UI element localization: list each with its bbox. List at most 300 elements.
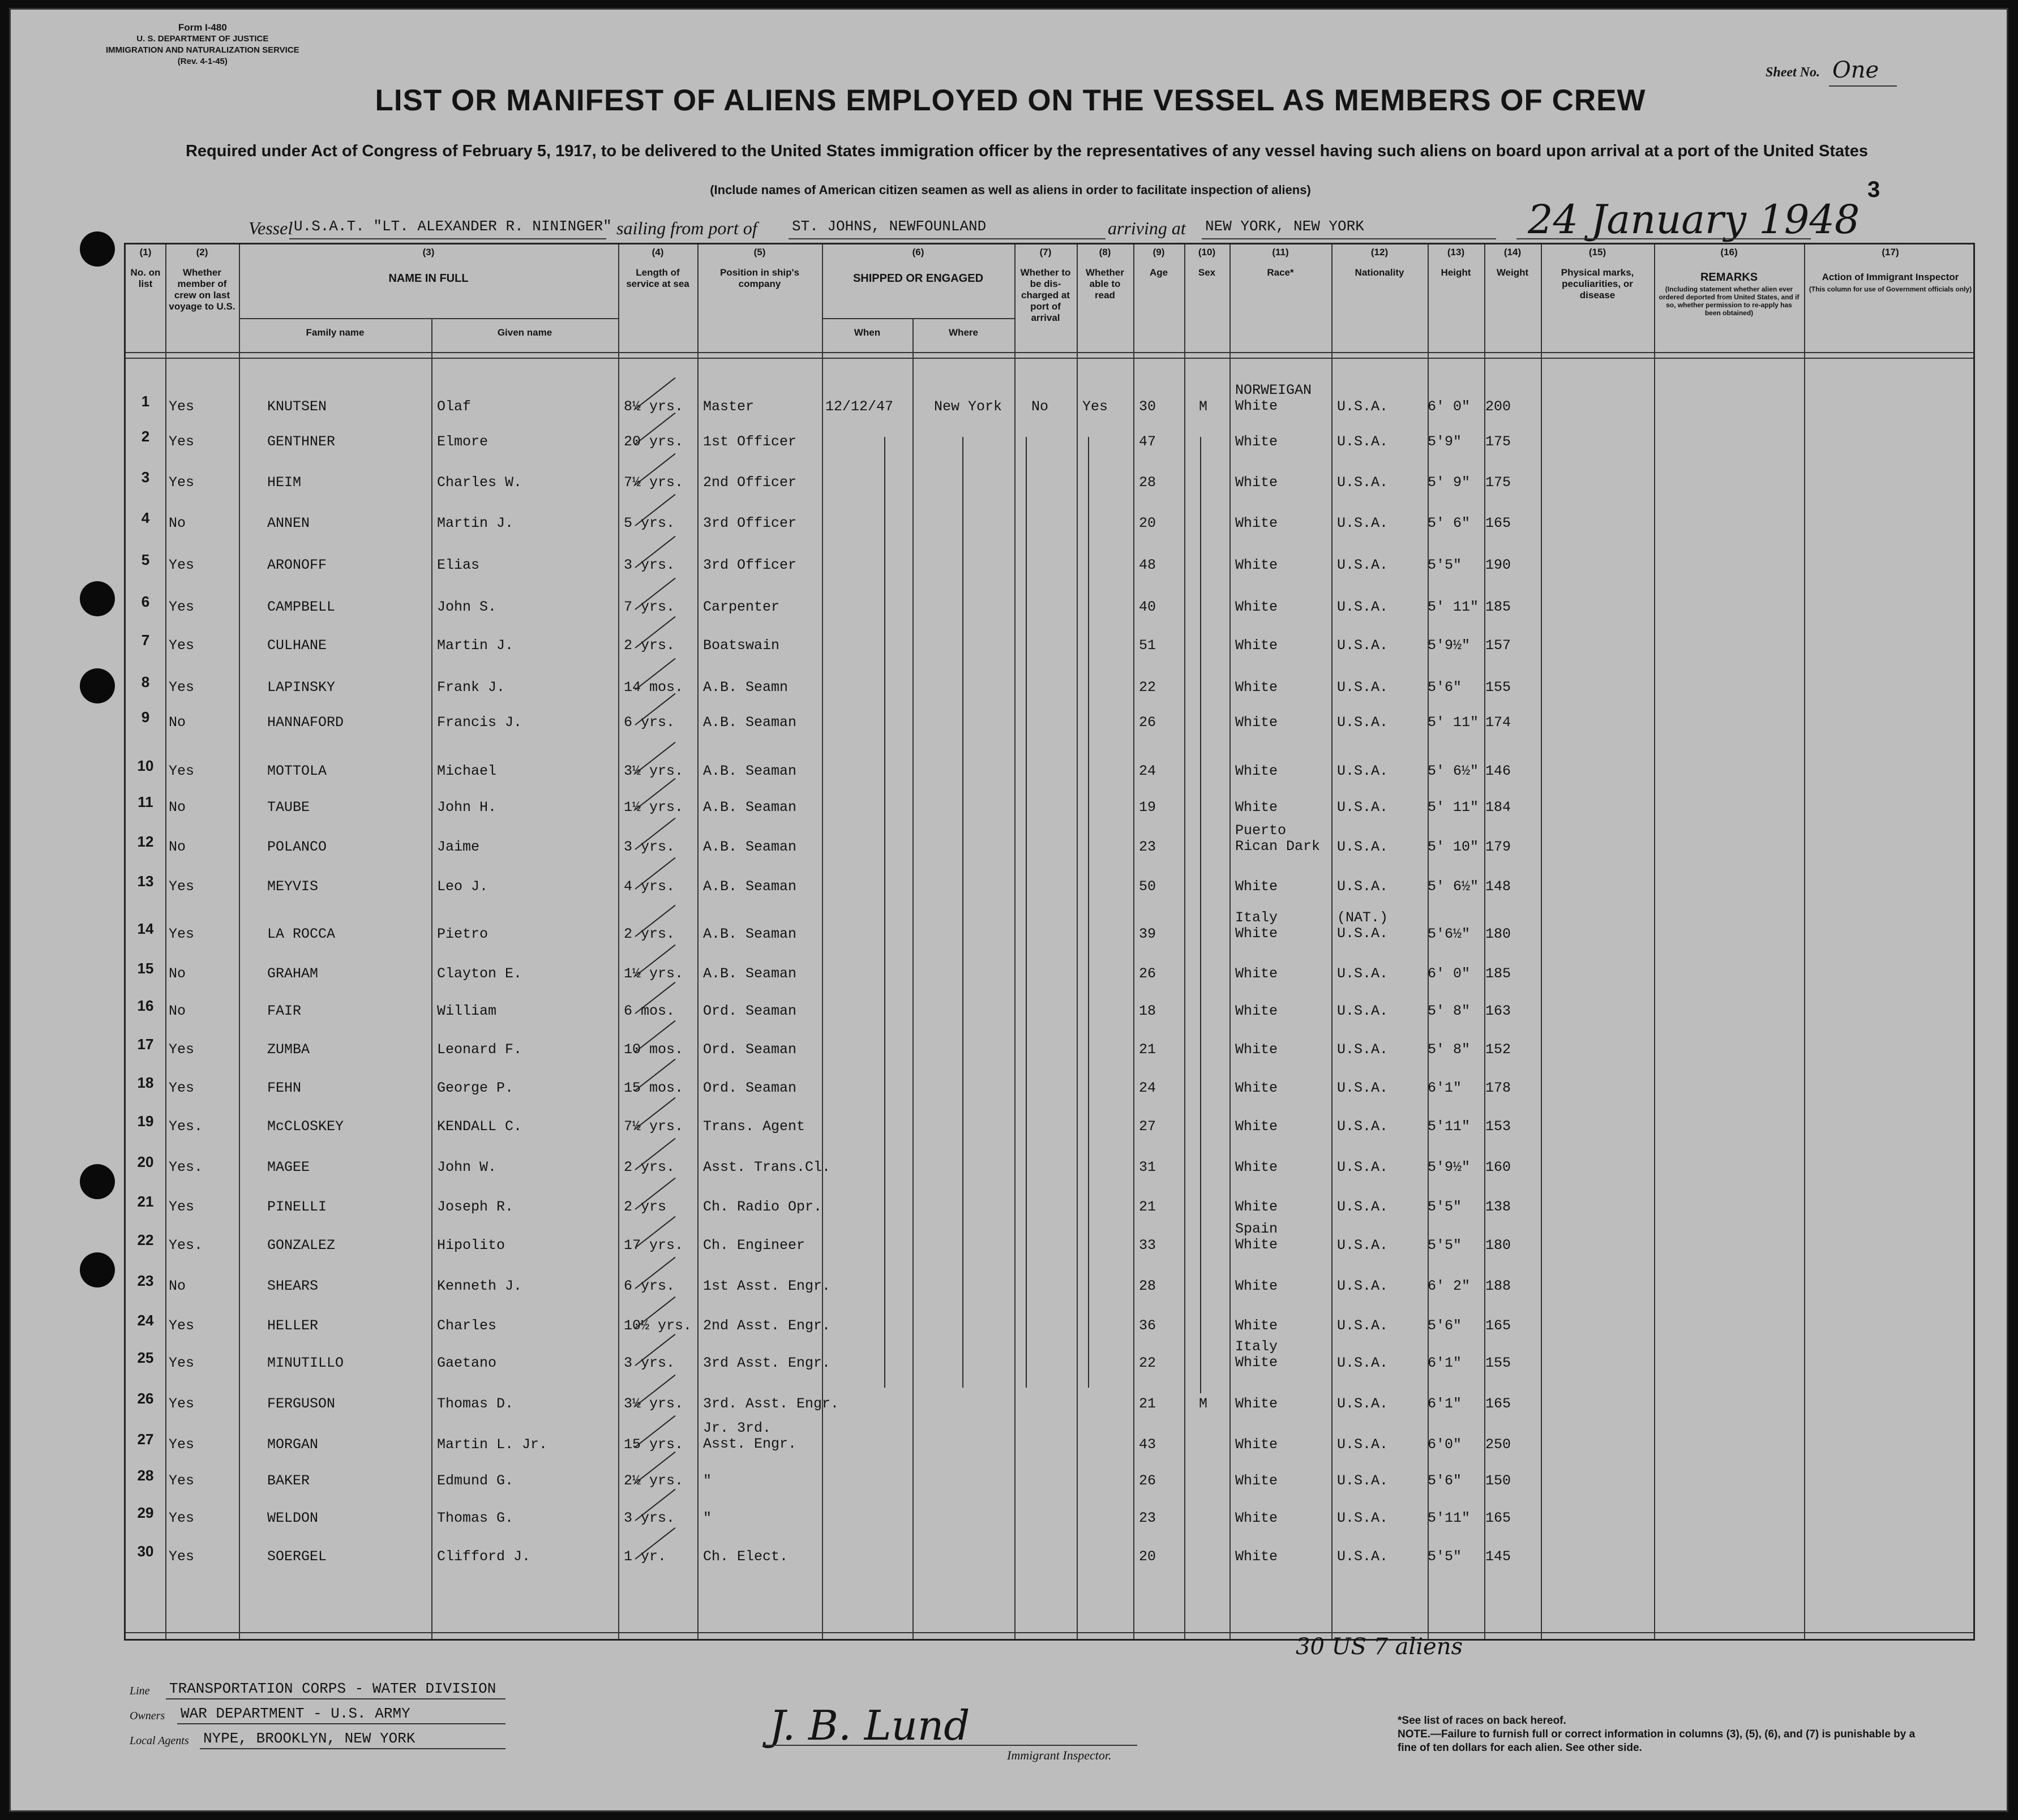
ditto-line — [1088, 437, 1089, 1388]
cell-weight: 175 — [1485, 433, 1511, 450]
cell-race: White — [1235, 1118, 1278, 1135]
cell-given: Leonard F. — [437, 1041, 522, 1058]
agents-value: NYPE, BROOKLYN, NEW YORK — [203, 1730, 415, 1747]
cell-weight: 155 — [1485, 1355, 1511, 1371]
cell-weight: 157 — [1485, 637, 1511, 654]
cell-weight: 163 — [1485, 1003, 1511, 1019]
ditto-line — [962, 437, 963, 1388]
cell-height: 6'0" — [1428, 1436, 1462, 1453]
cell-no: 2 — [141, 428, 150, 445]
cell-age: 21 — [1139, 1041, 1156, 1058]
cell-weight: 185 — [1485, 965, 1511, 982]
cell-position: 3rd Officer — [703, 557, 797, 573]
cell-nat: U.S.A. — [1337, 1118, 1389, 1135]
cell-service: 6 yrs. — [624, 714, 675, 731]
cell-height: 5' 9" — [1428, 474, 1471, 491]
cell-weight: 185 — [1485, 599, 1511, 615]
cell-last: Yes — [169, 1510, 195, 1526]
grid-line — [618, 244, 619, 1639]
cell-no: 3 — [141, 469, 150, 486]
cell-service: 1 yr. — [624, 1548, 667, 1565]
cell-given: Martin J. — [437, 515, 514, 531]
cell-weight: 250 — [1485, 1436, 1511, 1453]
owners-label: Owners — [130, 1710, 165, 1722]
cell-no: 8 — [141, 673, 150, 690]
cell-read: Yes — [1082, 398, 1108, 415]
cell-age: 40 — [1139, 599, 1156, 615]
cell-age: 27 — [1139, 1118, 1156, 1135]
cell-family: MAGEE — [267, 1159, 310, 1175]
corner-number: 3 — [1867, 177, 1880, 202]
column-number: (6) — [912, 247, 924, 257]
cell-last: No — [169, 1278, 186, 1294]
cell-nat: U.S.A. — [1337, 878, 1389, 895]
cell-race: White — [1235, 474, 1278, 491]
cell-nat: U.S.A. — [1337, 799, 1389, 815]
cell-family: WELDON — [267, 1510, 319, 1526]
sailing-label: sailing from port of — [616, 218, 757, 238]
owners-value: WAR DEPARTMENT - U.S. ARMY — [181, 1705, 410, 1722]
cell-last: Yes — [169, 1436, 195, 1453]
cell-family: POLANCO — [267, 839, 327, 855]
grid-line — [1804, 244, 1805, 1639]
cell-height: 5' 11" — [1428, 714, 1479, 731]
column-subheader: When — [854, 327, 881, 338]
cell-last: Yes. — [169, 1237, 203, 1254]
cell-age: 28 — [1139, 474, 1156, 491]
cell-nat: U.S.A. — [1337, 679, 1389, 696]
cell-weight: 179 — [1485, 839, 1511, 855]
cell-given: Francis J. — [437, 714, 522, 731]
cell-height: 5' 8" — [1428, 1041, 1471, 1058]
cell-race: White — [1235, 1003, 1278, 1019]
cell-last: No — [169, 515, 186, 531]
cell-family: GONZALEZ — [267, 1237, 336, 1254]
cell-last: Yes — [169, 474, 195, 491]
cell-weight: 180 — [1485, 1237, 1511, 1254]
cell-last: Yes — [169, 599, 195, 615]
cell-no: 26 — [137, 1390, 154, 1407]
cell-position: A.B. Seaman — [703, 839, 797, 855]
grid-line — [239, 318, 618, 319]
cell-last: Yes — [169, 763, 195, 779]
form-revision: (Rev. 4-1-45) — [177, 57, 228, 66]
cell-family: CULHANE — [267, 637, 327, 654]
cell-age: 20 — [1139, 1548, 1156, 1565]
cell-nat: U.S.A. — [1337, 1396, 1389, 1412]
races-note: *See list of races on back hereof. — [1398, 1715, 1566, 1727]
cell-race: Spain White — [1235, 1221, 1278, 1253]
cell-age: 26 — [1139, 1473, 1156, 1489]
cell-weight: 152 — [1485, 1041, 1511, 1058]
column-header: Position in ship's company — [719, 267, 800, 289]
cell-weight: 174 — [1485, 714, 1511, 731]
cell-given: Thomas D. — [437, 1396, 514, 1412]
crew-table — [124, 243, 1975, 1641]
column-number: (11) — [1272, 247, 1289, 257]
cell-no: 19 — [137, 1113, 154, 1130]
cell-no: 9 — [141, 709, 150, 726]
vessel-label: Vessel — [248, 218, 293, 238]
cell-no: 25 — [137, 1349, 154, 1366]
column-header: Height — [1441, 267, 1471, 278]
cell-weight: 190 — [1485, 557, 1511, 573]
cell-race: White — [1235, 679, 1278, 696]
cell-position: " — [703, 1473, 712, 1489]
cell-race: White — [1235, 1473, 1278, 1489]
agents-label: Local Agents — [130, 1735, 189, 1747]
cell-height: 5'11" — [1428, 1510, 1471, 1526]
cell-service: 2½ yrs. — [624, 1473, 684, 1489]
grid-line — [697, 244, 699, 1639]
cell-service: 17 yrs. — [624, 1237, 684, 1254]
cell-weight: 178 — [1485, 1080, 1511, 1096]
cell-height: 5'6" — [1428, 679, 1462, 696]
cell-no: 1 — [141, 393, 150, 410]
column-note: (This column for use of Government officials only) — [1809, 285, 1972, 293]
cell-given: Michael — [437, 763, 497, 779]
cell-last: Yes — [169, 1199, 195, 1215]
cell-height: 6'1" — [1428, 1080, 1462, 1096]
column-header: Nationality — [1355, 267, 1404, 278]
cell-position: A.B. Seaman — [703, 926, 797, 942]
cell-position: 3rd. Asst. Engr. — [703, 1396, 839, 1412]
cell-family: KNUTSEN — [267, 398, 327, 415]
cell-no: 29 — [137, 1504, 154, 1521]
cell-age: 22 — [1139, 679, 1156, 696]
form-identifier — [106, 22, 299, 67]
cell-last: Yes — [169, 433, 195, 450]
cell-family: MORGAN — [267, 1436, 319, 1453]
cell-race: White — [1235, 1199, 1278, 1215]
cell-no: 10 — [137, 757, 154, 774]
cell-family: HEIM — [267, 474, 302, 491]
column-header: Whether member of crew on last voyage to U.S. — [169, 267, 235, 312]
cell-service: 7½ yrs. — [624, 1118, 684, 1135]
cell-nat: U.S.A. — [1337, 515, 1389, 531]
column-header: REMARKS — [1700, 271, 1758, 284]
punch-hole — [80, 668, 115, 703]
cell-age: 20 — [1139, 515, 1156, 531]
cell-given: Edmund G. — [437, 1473, 514, 1489]
cell-service: 3½ yrs. — [624, 1396, 684, 1412]
cell-given: Joseph R. — [437, 1199, 514, 1215]
grid-line — [822, 318, 1014, 319]
cell-height: 5' 11" — [1428, 599, 1479, 615]
cell-given: Elmore — [437, 433, 489, 450]
cell-nat: U.S.A. — [1337, 1003, 1389, 1019]
cell-height: 5'5" — [1428, 1199, 1462, 1215]
cell-family: SHEARS — [267, 1278, 319, 1294]
cell-position: A.B. Seamn — [703, 679, 789, 696]
cell-position: Ord. Seaman — [703, 1041, 797, 1058]
cell-service: 10½ yrs. — [624, 1317, 692, 1334]
cell-no: 30 — [137, 1543, 154, 1560]
cell-service: 3½ yrs. — [624, 763, 684, 779]
cell-race: White — [1235, 714, 1278, 731]
line-value: TRANSPORTATION CORPS - WATER DIVISION — [169, 1680, 496, 1697]
cell-height: 5'9½" — [1428, 637, 1471, 654]
cell-race: White — [1235, 637, 1278, 654]
cell-race: White — [1235, 878, 1278, 895]
cell-last: Yes — [169, 1080, 195, 1096]
column-header: Age — [1149, 267, 1168, 278]
inspector-label: Immigrant Inspector. — [1007, 1748, 1112, 1762]
cell-family: ZUMBA — [267, 1041, 310, 1058]
cell-height: 5'9" — [1428, 433, 1462, 450]
cell-service: 6 yrs. — [624, 1278, 675, 1294]
cell-given: Leo J. — [437, 878, 489, 895]
column-number: (5) — [753, 247, 766, 257]
cell-nat: (NAT.) U.S.A. — [1337, 909, 1389, 942]
cell-given: Martin J. — [437, 637, 514, 654]
cell-race: White — [1235, 433, 1278, 450]
cell-position: Master — [703, 398, 755, 415]
cell-height: 5'5" — [1428, 557, 1462, 573]
grid-line — [431, 318, 432, 1639]
cell-age: 24 — [1139, 763, 1156, 779]
cell-race: White — [1235, 515, 1278, 531]
cell-no: 6 — [141, 593, 150, 610]
cell-nat: U.S.A. — [1337, 599, 1389, 615]
cell-age: 23 — [1139, 839, 1156, 855]
cell-height: 6'1" — [1428, 1396, 1462, 1412]
grid-line — [1331, 244, 1333, 1639]
cell-age: 21 — [1139, 1199, 1156, 1215]
cell-age: 36 — [1139, 1317, 1156, 1334]
cell-given: Clayton E. — [437, 965, 522, 982]
cell-position: Ch. Engineer — [703, 1237, 806, 1254]
cell-age: 30 — [1139, 398, 1156, 415]
cell-age: 22 — [1139, 1355, 1156, 1371]
cell-family: ARONOFF — [267, 557, 327, 573]
column-header: Race* — [1267, 267, 1294, 278]
cell-given: Hipolito — [437, 1237, 505, 1254]
cell-position: Carpenter — [703, 599, 780, 615]
manifest-date: 24 January 1948 — [1528, 196, 1860, 243]
cell-no: 14 — [137, 920, 154, 937]
cell-family: SOERGEL — [267, 1548, 327, 1565]
cell-given: Elias — [437, 557, 480, 573]
cell-weight: 145 — [1485, 1548, 1511, 1565]
cell-given: Charles — [437, 1317, 497, 1334]
cell-height: 6' 0" — [1428, 398, 1471, 415]
cell-no: 23 — [137, 1272, 154, 1289]
cell-age: 21 — [1139, 1396, 1156, 1412]
column-number: (4) — [652, 247, 664, 257]
cell-race: White — [1235, 557, 1278, 573]
cell-race: White — [1235, 763, 1278, 779]
cell-service: 5 yrs. — [624, 515, 675, 531]
document-subtitle: Required under Act of Congress of February 5, 1917, to be delivered to the United States immigration officer by the representatives of any vessel having such aliens on board upon arrival at a port of the United States — [185, 142, 1869, 160]
cell-race: White — [1235, 1041, 1278, 1058]
cell-weight: 165 — [1485, 1510, 1511, 1526]
cell-height: 5' 6½" — [1428, 763, 1479, 779]
cell-last: No — [169, 714, 186, 731]
cell-family: MEYVIS — [267, 878, 319, 895]
column-header: Action of Immigrant Inspector — [1822, 272, 1959, 282]
cell-no: 12 — [137, 833, 154, 850]
cell-last: Yes — [169, 1396, 195, 1412]
cell-when: 12/12/47 — [825, 398, 894, 415]
column-note: (Including statement whether alien ever ordered deported from United States, and if so, whether permission to re-apply has been obtained) — [1659, 285, 1800, 317]
column-header: Physical marks, peculiarities, or disease — [1561, 267, 1634, 301]
cell-last: Yes — [169, 398, 195, 415]
cell-nat: U.S.A. — [1337, 1355, 1389, 1371]
column-number: (7) — [1039, 247, 1052, 257]
cell-position: A.B. Seaman — [703, 763, 797, 779]
cell-race: Italy White — [1235, 909, 1278, 942]
cell-given: Gaetano — [437, 1355, 497, 1371]
cell-nat: U.S.A. — [1337, 714, 1389, 731]
column-number: (17) — [1882, 247, 1899, 257]
cell-nat: U.S.A. — [1337, 1317, 1389, 1334]
cell-weight: 155 — [1485, 679, 1511, 696]
cell-race: White — [1235, 1317, 1278, 1334]
cell-family: McCLOSKEY — [267, 1118, 344, 1135]
cell-service: 15 mos. — [624, 1080, 684, 1096]
cell-service: 7½ yrs. — [624, 474, 684, 491]
grid-line — [912, 318, 914, 1639]
cell-family: ANNEN — [267, 515, 310, 531]
grid-line — [1014, 244, 1016, 1639]
cell-age: 24 — [1139, 1080, 1156, 1096]
cell-height: 5'5" — [1428, 1237, 1462, 1254]
cell-height: 5' 6" — [1428, 515, 1471, 531]
cell-height: 6'1" — [1428, 1355, 1462, 1371]
cell-age: 48 — [1139, 557, 1156, 573]
cell-service: 3 yrs. — [624, 557, 675, 573]
column-number: (10) — [1198, 247, 1216, 257]
cell-sex: M — [1199, 398, 1208, 415]
cell-position: 3rd Officer — [703, 515, 797, 531]
column-header: Whether to be dis-charged at port of arrival — [1020, 267, 1071, 323]
column-subheader: Given name — [497, 327, 552, 338]
cell-service: 1½ yrs. — [624, 965, 684, 982]
cell-position: 1st Officer — [703, 433, 797, 450]
column-number: (16) — [1720, 247, 1738, 257]
cell-weight: 200 — [1485, 398, 1511, 415]
cell-last: Yes — [169, 1317, 195, 1334]
cell-family: GENTHNER — [267, 433, 336, 450]
cell-nat: U.S.A. — [1337, 965, 1389, 982]
cell-given: Martin L. Jr. — [437, 1436, 548, 1453]
cell-given: Jaime — [437, 839, 480, 855]
ditto-line — [1200, 437, 1201, 1393]
cell-weight: 165 — [1485, 1317, 1511, 1334]
cell-position: 3rd Asst. Engr. — [703, 1355, 831, 1371]
cell-family: TAUBE — [267, 799, 310, 815]
cell-family: LA ROCCA — [267, 926, 336, 942]
cell-nat: U.S.A. — [1337, 1548, 1389, 1565]
cell-last: Yes — [169, 557, 195, 573]
cell-nat: U.S.A. — [1337, 1436, 1389, 1453]
arriving-at: NEW YORK, NEW YORK — [1205, 218, 1364, 235]
cell-given: Pietro — [437, 926, 489, 942]
column-number: (14) — [1503, 247, 1522, 257]
document-title: LIST OR MANIFEST OF ALIENS EMPLOYED ON THE VESSEL AS MEMBERS OF CREW — [375, 84, 1646, 117]
cell-nat: U.S.A. — [1337, 474, 1389, 491]
cell-family: MINUTILLO — [267, 1355, 344, 1371]
cell-nat: U.S.A. — [1337, 398, 1389, 415]
cell-family: PINELLI — [267, 1199, 327, 1215]
grid-line — [1077, 244, 1078, 1639]
cell-age: 50 — [1139, 878, 1156, 895]
column-number: (13) — [1447, 247, 1465, 257]
column-header: Length of service at sea — [626, 267, 689, 289]
cell-height: 5'9½" — [1428, 1159, 1471, 1175]
column-number: (15) — [1588, 247, 1606, 257]
sheet-number: One — [1832, 57, 1879, 83]
cell-given: Frank J. — [437, 679, 505, 696]
cell-nat: U.S.A. — [1337, 1278, 1389, 1294]
cell-no: 5 — [141, 551, 150, 568]
cell-height: 5'6" — [1428, 1317, 1462, 1334]
cell-weight: 146 — [1485, 763, 1511, 779]
grid-line — [1184, 244, 1185, 1639]
cell-position: A.B. Seaman — [703, 965, 797, 982]
cell-position: Ch. Radio Opr. — [703, 1199, 822, 1215]
cell-given: Charles W. — [437, 474, 522, 491]
grid-line — [1654, 244, 1655, 1639]
cell-no: 16 — [137, 997, 154, 1014]
grid-line — [165, 244, 166, 1639]
cell-family: GRAHAM — [267, 965, 319, 982]
cell-no: 13 — [137, 873, 154, 890]
cell-service: 1½ yrs. — [624, 799, 684, 815]
cell-service: 7 yrs. — [624, 599, 675, 615]
cell-family: LAPINSKY — [267, 679, 336, 696]
cell-position: Trans. Agent — [703, 1118, 806, 1135]
grid-line — [126, 1632, 1973, 1633]
column-number: (3) — [422, 247, 435, 257]
cell-position: Ord. Seaman — [703, 1080, 797, 1096]
cell-given: John W. — [437, 1159, 497, 1175]
cell-race: White — [1235, 1396, 1278, 1412]
form-department: U. S. DEPARTMENT OF JUSTICE — [136, 34, 269, 44]
column-subheader: Where — [949, 327, 978, 338]
cell-age: 31 — [1139, 1159, 1156, 1175]
cell-last: Yes — [169, 1355, 195, 1371]
cell-weight: 175 — [1485, 474, 1511, 491]
cell-service: 6 mos. — [624, 1003, 675, 1019]
cell-height: 5'5" — [1428, 1548, 1462, 1565]
cell-weight: 165 — [1485, 1396, 1511, 1412]
cell-age: 26 — [1139, 965, 1156, 982]
cell-no: 17 — [137, 1036, 154, 1053]
cell-position: Ch. Elect. — [703, 1548, 789, 1565]
cell-service: 2 yrs — [624, 1199, 667, 1215]
cell-weight: 153 — [1485, 1118, 1511, 1135]
cell-last: Yes — [169, 1473, 195, 1489]
cell-race: NORWEIGAN White — [1235, 382, 1312, 414]
column-number: (12) — [1370, 247, 1389, 257]
vessel-name: U.S.A.T. "LT. ALEXANDER R. NININGER" — [294, 218, 612, 235]
fine-note: NOTE.—Failure to furnish full or correct information in columns (3), (5), (6), and (7) is punishable by a fine of ten dollars for each alien. See other side. — [1398, 1728, 1916, 1754]
cell-disch: No — [1031, 398, 1049, 415]
cell-no: 24 — [137, 1312, 154, 1329]
cell-family: CAMPBELL — [267, 599, 336, 615]
cell-given: John H. — [437, 799, 497, 815]
cell-no: 18 — [137, 1074, 154, 1091]
cell-nat: U.S.A. — [1337, 1510, 1389, 1526]
cell-no: 15 — [137, 960, 154, 977]
cell-race: White — [1235, 599, 1278, 615]
form-number: Form I-480 — [178, 22, 227, 33]
cell-race: White — [1235, 965, 1278, 982]
cell-nat: U.S.A. — [1337, 1199, 1389, 1215]
cell-last: No — [169, 799, 186, 815]
